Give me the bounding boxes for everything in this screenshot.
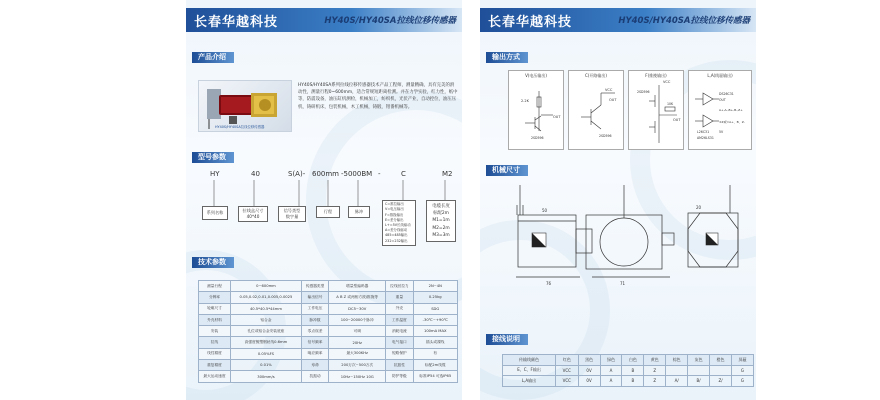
table-cell: [666, 365, 688, 376]
table-cell: 0V: [578, 365, 600, 376]
table-cell: G: [731, 376, 753, 387]
table-cell: 传输线颜色: [503, 355, 556, 366]
model-box-series: 系列名称: [202, 206, 228, 220]
table-cell: 橙色: [710, 355, 732, 366]
svg-text:OUT: OUT: [673, 118, 681, 122]
table-cell: 标配2m线缆: [413, 360, 458, 371]
table-cell: 重量: [386, 292, 413, 303]
table-cell: 消耗电流: [386, 326, 413, 337]
table-cell: B/: [688, 376, 710, 387]
table-row: [199, 281, 458, 292]
table-cell: 信号频率: [301, 337, 328, 348]
model-box-output: C=推拉输出 V=电压输出 F=推挽输出 E=差分输出 L+=5V长线驱动 A=差分线驱动 485=485输出 232=232输出: [382, 200, 416, 246]
table-cell: 100mA MAX: [413, 326, 458, 337]
table-cell: 高强度镀塑钢丝线0.6mm: [230, 337, 301, 348]
table-cell: 抗振动: [301, 371, 328, 382]
svg-text:A+,A-,B+,B-,Z+: A+,A-,B+,B-,Z+: [719, 108, 743, 112]
company-name: 长春华越科技: [488, 15, 573, 30]
header-banner: [480, 8, 756, 32]
section-title-tech: 技术参数: [192, 257, 234, 268]
table-cell: 插头或裸线: [413, 337, 458, 348]
table-cell: 200万次~500万次: [329, 360, 386, 371]
svg-text:5V: 5V: [719, 130, 724, 134]
table-cell: Z: [644, 365, 666, 376]
table-cell: 工作电压: [301, 303, 328, 314]
product-title: HY40S/HY40SA拉线位移传感器: [324, 16, 456, 26]
table-cell: DC5~30V: [329, 303, 386, 314]
table-cell: 外壳: [386, 303, 413, 314]
svg-text:DS26C31: DS26C31: [719, 92, 734, 96]
table-row: [199, 337, 458, 348]
model-box-pulse: 脉冲: [348, 206, 370, 218]
section-title-wiring: 接线说明: [486, 334, 528, 345]
table-cell: 10Hz~150Hz 10G: [329, 371, 386, 382]
table-cell: -30℃~+90℃: [413, 314, 458, 325]
table-cell: VCC: [556, 365, 579, 376]
photo-caption: HY40S/HY40SA拉线位移传感器: [215, 125, 265, 129]
table-cell: 白色: [622, 355, 644, 366]
table-cell: 拉线回拉力: [386, 281, 413, 292]
table-cell: 测量行程: [199, 281, 231, 292]
table-cell: 响应频率: [301, 348, 328, 359]
output-diagram-pushpull: F(推挽输出) VCC 2SD596 OUT 10K: [628, 70, 684, 150]
table-cell: [688, 365, 710, 376]
model-box-cable: 电缆长度 标配2m M1=1m M2=2m M3=3m: [426, 200, 456, 242]
table-cell: 0.05%FS: [230, 348, 301, 359]
output-diagram-linedriver: L,A(线驱输出) DS26C31 OUT L26C31 5V AM26LS31 ±Z或=A+、B、Z- A+,A-,B+,B-,Z+: [688, 70, 752, 150]
circuit-diagram: [689, 71, 753, 151]
table-cell: 300mm/s: [230, 371, 301, 382]
table-row: [199, 303, 458, 314]
table-cell: 传感器类型: [301, 281, 328, 292]
table-cell: 寿命: [301, 360, 328, 371]
company-name: 长春华越科技: [194, 15, 279, 30]
svg-text:50: 50: [542, 208, 548, 213]
table-cell: 拉线: [199, 337, 231, 348]
svg-text:20: 20: [696, 205, 702, 210]
table-cell: 0.25kg: [413, 292, 458, 303]
model-box-signal: 信号类型 数字量: [278, 206, 306, 222]
table-row: [199, 292, 458, 303]
table-cell: 孔位或铝合金安装底座: [230, 326, 301, 337]
circuit-diagram: [509, 71, 565, 151]
table-cell: 0~600mm: [230, 281, 301, 292]
table-cell: 防护等级: [386, 371, 413, 382]
model-part: S(A)-: [288, 170, 306, 178]
spec-table: [198, 280, 458, 383]
table-cell: 绿色: [600, 355, 622, 366]
table-row: [503, 355, 754, 366]
model-part: C: [401, 170, 406, 178]
svg-text:2.2K: 2.2K: [521, 99, 529, 103]
table-cell: 黑色: [578, 355, 600, 366]
table-cell: 可调: [329, 326, 386, 337]
table-cell: B: [622, 365, 644, 376]
header-banner: [186, 8, 462, 32]
table-cell: 屏蔽: [731, 355, 753, 366]
wiring-table: [502, 354, 754, 387]
product-title: HY40S/HY40SA拉线位移传感器: [618, 16, 750, 26]
model-part: M2: [442, 170, 453, 178]
model-part: -: [378, 170, 381, 178]
svg-text:OUT: OUT: [609, 98, 617, 102]
table-cell: 增量型编码器: [329, 281, 386, 292]
table-cell: 线性精度: [199, 348, 231, 359]
section-title-mech: 机械尺寸: [486, 165, 528, 176]
table-cell: 分辨率: [199, 292, 231, 303]
table-cell: 棕色: [666, 355, 688, 366]
svg-text:76: 76: [546, 281, 552, 286]
left-page: [186, 0, 462, 400]
table-cell: SDG: [413, 303, 458, 314]
table-cell: 零点误差: [301, 326, 328, 337]
svg-text:OUT: OUT: [719, 98, 726, 102]
svg-text:L26C31: L26C31: [697, 130, 710, 134]
svg-text:VCC: VCC: [663, 80, 671, 84]
svg-text:OUT: OUT: [553, 115, 561, 119]
table-cell: 红色: [556, 355, 579, 366]
table-cell: 0.05,0.02,0.01,0.005,0.0025: [230, 292, 301, 303]
table-cell: Z/: [710, 376, 732, 387]
table-cell: E、C、F输出: [503, 365, 556, 376]
right-page: [480, 0, 756, 400]
table-cell: G: [731, 365, 753, 376]
model-part: 600mm: [312, 170, 339, 178]
table-cell: A: [600, 365, 622, 376]
table-row: [199, 314, 458, 325]
table-cell: 最大运动速度: [199, 371, 231, 382]
table-cell: Z: [644, 376, 666, 387]
svg-text:10K: 10K: [667, 102, 674, 106]
table-cell: 最大300KHz: [329, 348, 386, 359]
circuit-diagram: [569, 71, 625, 151]
table-cell: B: [622, 376, 644, 387]
mechanical-drawing: [500, 185, 752, 305]
table-row: [503, 376, 754, 387]
product-photo: [198, 80, 292, 132]
svg-text:71: 71: [620, 281, 626, 286]
table-cell: A: [600, 376, 622, 387]
output-diagram-collector: C(开路输出) VCC 2SD596 OUT: [568, 70, 624, 150]
table-row: [199, 360, 458, 371]
table-row: [199, 326, 458, 337]
table-cell: 短路保护: [386, 348, 413, 359]
table-row: [199, 371, 458, 382]
model-part: HY: [210, 170, 220, 178]
svg-text:2SD596: 2SD596: [599, 134, 612, 138]
table-cell: A/: [666, 376, 688, 387]
table-cell: VCC: [556, 376, 579, 387]
table-cell: 标准IP54 可选IP65: [413, 371, 458, 382]
section-title-output: 输出方式: [486, 52, 528, 63]
table-cell: 铝合金: [230, 314, 301, 325]
table-cell: 黄色: [644, 355, 666, 366]
table-cell: 脉冲数: [301, 314, 328, 325]
table-cell: 工作温度: [386, 314, 413, 325]
table-cell: 100~20000个脉冲: [329, 314, 386, 325]
table-cell: 0V: [578, 376, 600, 387]
table-cell: 重复精度: [199, 360, 231, 371]
table-cell: 轮廓尺寸: [199, 303, 231, 314]
table-row: [199, 348, 458, 359]
svg-text:VCC: VCC: [605, 88, 613, 92]
section-title-model: 型号参数: [192, 152, 234, 163]
model-box-size: 拉线盒尺寸 40*40: [238, 206, 268, 222]
svg-text:±Z或=A+、B、Z-: ±Z或=A+、B、Z-: [719, 120, 745, 124]
output-diagram-voltage: V(电压输出) 2.2K 2SD596 OUT: [508, 70, 564, 150]
table-cell: 有: [413, 348, 458, 359]
table-cell: 电气接口: [386, 337, 413, 348]
table-cell: 灰色: [688, 355, 710, 366]
table-cell: 20Hz: [329, 337, 386, 348]
circuit-diagram: [629, 71, 685, 151]
model-part: 40: [251, 170, 260, 178]
table-cell: 2N~4N: [413, 281, 458, 292]
model-box-stroke: 行程: [316, 206, 340, 218]
table-row: [503, 365, 754, 376]
table-cell: 外壳材料: [199, 314, 231, 325]
table-cell: L,A输出: [503, 376, 556, 387]
svg-text:2SD596: 2SD596: [531, 136, 544, 140]
table-cell: [710, 365, 732, 376]
section-title-intro: 产品介绍: [192, 52, 234, 63]
table-cell: A B Z 或两相方波/推挽等: [329, 292, 386, 303]
svg-text:2SD596: 2SD596: [637, 90, 650, 94]
model-part: -5000BM: [341, 170, 373, 178]
model-code: [204, 170, 454, 180]
table-cell: 40.5*40.5*44mm: [230, 303, 301, 314]
intro-text: HY40S/HY40SA系列拉线位移传感器技术产品工程师，测量精确，具有完美的滑动性，测量行程0~600mm，适合常规短距离检测。并在力学实验，红力性，纸中等，防震设备，油压缸机测检，机械加工，纺织机，光伏产业，自动控位，油压压机，铸研机床，包装机械，木工机械，铸锻，钳番机械等。: [298, 83, 458, 110]
table-cell: 安装: [199, 326, 231, 337]
table-cell: 抗振性: [386, 360, 413, 371]
svg-text:AM26LS31: AM26LS31: [697, 136, 714, 140]
table-cell: 输出信号: [301, 292, 328, 303]
table-cell: 0.01%: [230, 360, 301, 371]
